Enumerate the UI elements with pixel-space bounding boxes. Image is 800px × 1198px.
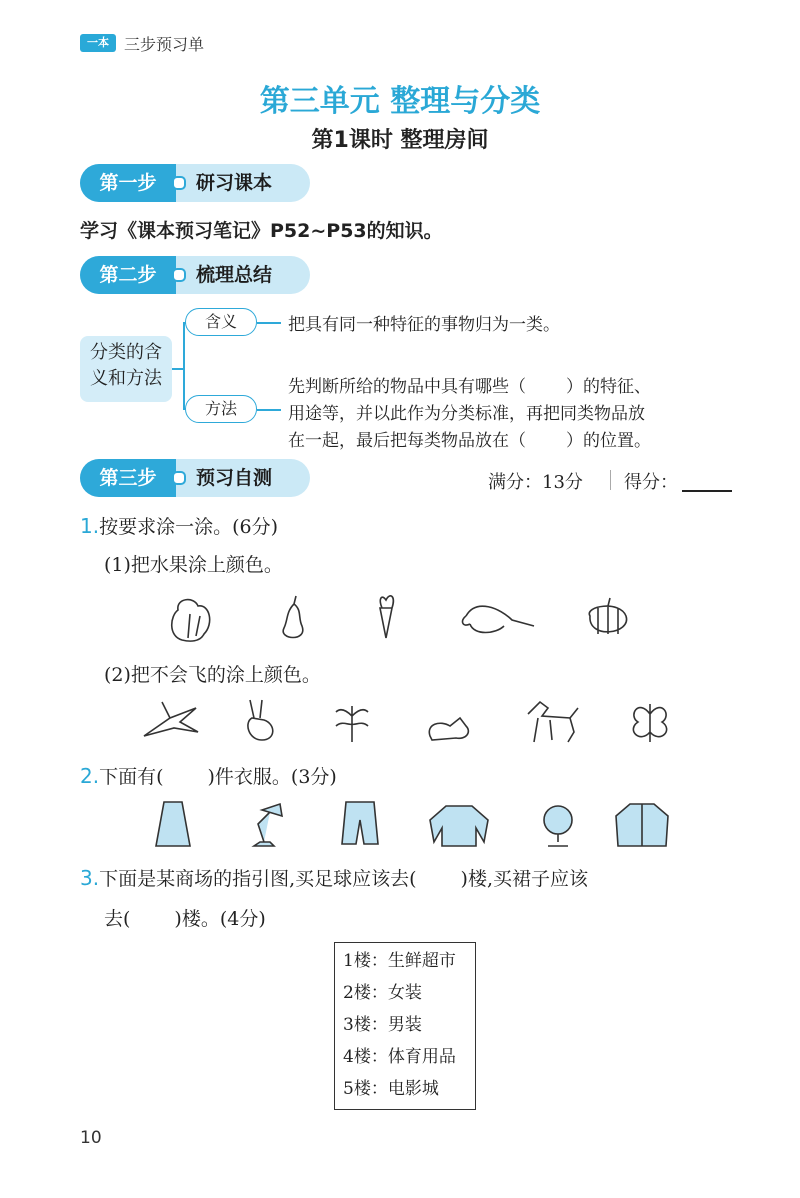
question-3: 3.下面是某商场的指引图,买足球应该去( )楼,买裙子应该 — [80, 866, 588, 890]
page-number: 10 — [80, 1128, 102, 1148]
question-1: 1.按要求涂一涂。(6分) — [80, 514, 279, 538]
animal-row — [140, 692, 680, 748]
sweater-icon[interactable] — [430, 806, 488, 846]
eggplant-icon[interactable] — [463, 606, 534, 632]
rabbit-icon[interactable] — [248, 700, 273, 740]
swallow-icon[interactable] — [144, 702, 198, 736]
skirt-icon[interactable] — [156, 802, 190, 846]
connector — [257, 322, 281, 324]
step1-dot — [172, 176, 186, 190]
score-label: 得分： — [624, 472, 678, 493]
electric-fan-icon[interactable] — [544, 806, 572, 846]
connector — [257, 409, 281, 411]
directory-item: 4楼：体育用品 — [343, 1047, 456, 1067]
step1-content: 学习《课本预习笔记》P52~P53的知识。 — [80, 220, 443, 242]
topic-line-1: 分类的含 — [90, 342, 162, 363]
series-title: 三步预习单 — [124, 35, 205, 54]
step3-dot — [172, 471, 186, 485]
brand-logo: 一本 — [80, 34, 116, 52]
cabbage-icon[interactable] — [172, 600, 210, 642]
meaning-tag: 含义 — [185, 308, 257, 336]
unit-title: 第三单元 整理与分类 — [259, 84, 541, 119]
step2-name: 梳理总结 — [196, 264, 273, 286]
pumpkin-icon[interactable] — [589, 598, 626, 634]
method-text: 先判断所给的物品中具有哪些（ ）的特征、 用途等，并以此作为分类标准，再把同类物品放 在一起，最后把每类物品放在（ ）的位置。 — [288, 377, 651, 451]
desk-lamp-icon[interactable] — [254, 804, 282, 846]
meaning-text: 把具有同一种特征的事物归为一类。 — [288, 315, 560, 335]
full-score: 满分：13分 — [488, 472, 583, 493]
dragonfly-icon[interactable] — [336, 706, 368, 742]
directory-item: 1楼：生鲜超市 — [343, 951, 456, 971]
pear-icon[interactable] — [283, 596, 303, 638]
question-2: 2.下面有( )件衣服。(3分) — [80, 764, 337, 788]
fruit-vegetable-row — [160, 590, 660, 646]
step1-name: 研习课本 — [196, 172, 273, 194]
question-3-line2: 去( )楼。(4分) — [104, 908, 266, 930]
store-directory — [334, 942, 476, 1110]
horse-icon[interactable] — [528, 702, 578, 742]
topic-line-2: 义和方法 — [90, 368, 162, 389]
butterfly-icon[interactable] — [633, 704, 666, 742]
directory-item: 5楼：电影城 — [343, 1079, 439, 1099]
connector — [183, 322, 185, 410]
step2-label: 第二步 — [80, 256, 176, 294]
step3-label: 第三步 — [80, 459, 176, 497]
cat-icon[interactable] — [429, 718, 468, 740]
step1-label: 第一步 — [80, 164, 176, 202]
lesson-title: 第1课时 整理房间 — [311, 128, 489, 153]
score-blank[interactable] — [682, 490, 732, 492]
question-1-sub2: (2)把不会飞的涂上颜色。 — [104, 664, 321, 686]
topic-box — [80, 336, 172, 402]
clothing-row — [150, 798, 690, 850]
shirt-icon[interactable] — [616, 804, 668, 846]
question-1-sub1: (1)把水果涂上颜色。 — [104, 554, 283, 576]
step2-dot — [172, 268, 186, 282]
pants-icon[interactable] — [342, 802, 378, 844]
score-divider — [610, 470, 611, 490]
step3-name: 预习自测 — [196, 467, 273, 489]
directory-item: 3楼：男装 — [343, 1015, 422, 1035]
carrot-icon[interactable] — [380, 596, 393, 638]
method-tag: 方法 — [185, 395, 257, 423]
directory-item: 2楼：女装 — [343, 983, 422, 1003]
